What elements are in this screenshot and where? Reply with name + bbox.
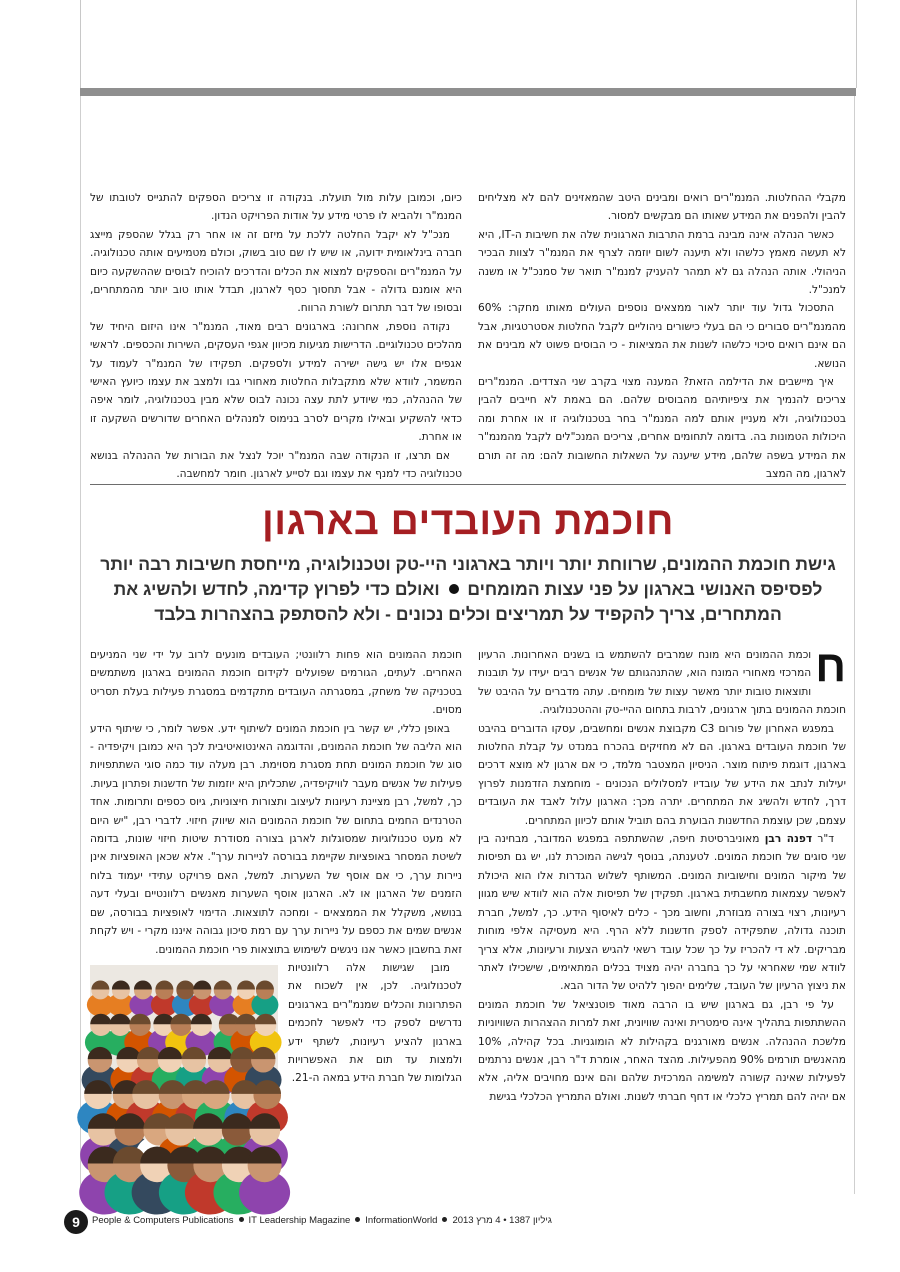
person-name: דפנה רבן: [764, 833, 813, 846]
paragraph: [478, 642, 846, 720]
paragraph: מנכ"ל לא יקבל החלטה ללכת על מיזם זה או אחר רק בגלל שהספק מייצג חברה בינלאומית ידועה, או שיש לו שם טוב בשוק, וכולם מטמיעים אותה טכנולוגיה. על המנמ"רים והספקים למצוא את הכלים והדרכים להוכיח לבוסים שההשקעה כיום היא אומנם גדולה - אבל תחסוך כסף לארגון, תבדל אותו טוב יותר מהמתחרים, ובסופו של דבר תתרום לשורת הרווח.: [90, 228, 462, 315]
paragraph: נקודה נוספת, אחרונה: בארגונים רבים מאוד, המנמ"ר אינו היזום היחיד של מהלכים טכנולוגיים. הדרישות מגיעות מכיוון אגפי העסקים, השירות והכספים. לראשי אגפים אלו יש גישה ישירה למידע ולספקים. תפקידו של המנמ"ר לעמוד על המשמר, לוודא שלא מתקבלות החלטות מאחורי גבו ולמצב את עצמו כיועץ האישי של ההנהלה, כמי שיודע לתת עצה נכונה לבוס שלא מבין בטכנולוגיה, לומר איפה כדאי להשקיע ובאילו מקרים לסרב בנימוס למנהלים האחרים שדורשים השקעה זו או אחרת.: [90, 320, 462, 444]
subhead-line: המתחרים, צריך להקפיד על תמריצים וכלים נכונים - ולא להסתפק בהצהרות בלבד: [154, 604, 782, 624]
header-rule: [80, 88, 856, 96]
section-divider: [90, 484, 846, 485]
page-footer: [64, 1210, 844, 1236]
drop-cap: ח: [815, 642, 846, 691]
crowd-photo: [90, 965, 278, 1179]
subhead-fragment: לפסיפס האנושי בארגון על פני עצות המומחים: [467, 579, 823, 599]
page-number: 9: [64, 1210, 88, 1234]
paragraph: על פי רבן, גם בארגון שיש בו הרבה מאוד פוטנציאל של חוכמת המונים ההשתתפות בתהליך אינה סימטרית ואינה שוויונית, זאת למרות ההצהרות השוויוניות מלשכת ההנהלה. אנשים מאורגנים בקהילות לא הומוגניות. בכל קהילה, 10% מהאנשים תורמים 90% מהפעילות. מהצד האחר, אומרת ד"ר רבן, אנשים נרתמים לפעילות שאינה קשורה למשימה המרכזית שלהם והם אינם מחויבים אליה, אלא אם יהיה להם תמריץ כלכלי או דחף חברתי לשנות. ואולם התמריץ הכלכלי בגישת: [478, 998, 846, 1103]
title-prefix: ד"ר: [817, 833, 834, 846]
footer-credits: [92, 1215, 552, 1226]
bullet-icon: [449, 584, 459, 594]
issue-info: גיליון 1387 • 4 מרץ 2013: [452, 1215, 552, 1226]
upper-right-column: [478, 189, 846, 481]
magazine-name: IT Leadership Magazine: [248, 1215, 351, 1226]
bullet-icon: [442, 1217, 447, 1222]
article-subhead: [100, 552, 836, 627]
top-page-frame: [80, 0, 857, 88]
subhead-line: [100, 577, 836, 602]
paragraph-text: וכמת ההמונים היא מונח שמרבים להשתמש בו בשנים האחרונות. הרעיון המרכזי מאחורי המונח הוא, שהתנהגותם של אנשים רבים יעידו על תובנות ותוצאות טובות יותר מאשר עצות של מומחים. עתה מדברים על ההיבט של חוכמת ההמונים בתוך ארגונים, לרבות בתחום ההיי-טק וההטכנולוגיה.: [478, 649, 846, 717]
paragraph-text: מאוניברסיטת חיפה, שהשתתפה במפגש המדובר, מבחינה בין שני סוגים של חוכמת המונים. לטענתה, בנוסף לגישה המוכרת לנו, יש גם תפיסות של מיקור המונים וחישוביות המונים. המשותף לשלוש הגדרות אלו הוא היכולת לאפשר עצמאות מחשבתית בארגון. תפקידן של תפיסות אלה הוא לוודא שיש מגוון רעיונות, רצוי בצורה מבוזרת, וחשוב מכך - כלים לאיסוף הידע. כך, למשל, חברת תוכנה גדולה, שתפקידה לספק חדשנות ללא הרף. היא מעסיקה אלפי מוחות מבריקים. לא די להכריז על כך שכל עובד רשאי להגיש הצעות ורעיונות, אלא צריך לוודא שמי שאחראי על כך בחברה יהיה מצויד בכלים המתאימים, שישכילו לאתר את ניצוץ הרעיון של העובד, שלימים יהפוך ללהיט של הדור הבא.: [478, 833, 846, 993]
paragraph: כאשר הנהלה אינה מבינה ברמת התרבות הארגונית שלה את חשיבות ה-IT, היא לא תעשה מאמץ כלשהו ולא תיענה לשום יוזמה לצרף את המנמ"ר לצוות הבכיר הניהולי. אותה הנהלה גם לא תמהר להעניק למנמ"ר תואר של סמנכ"ל או משנה למנכ"ל.: [478, 228, 846, 297]
subhead-fragment: ואולם כדי לפרוץ קדימה, לחדש ולהשיג את: [113, 579, 440, 599]
paragraph: איך מיישבים את הדילמה הזאת? המענה מצוי בקרב שני הצדדים. המנמ"רים צריכים להנמיך את ציפיותיהם מהבוסים שלהם. הם באמת לא חייבים להבין בטכנולוגיה, ולא מעניין אותם למה המנמ"ר בחר בטכנולוגיה זו או אחרת ומה היכולות הטמונות בה. בדומה לתחומים אחרים, צריכים המנכ"לים לקבל מהמנמ"ר את המידע בשפה שלהם, מידע שיענה על השאלות החשובות להם: מה זה תורם לארגון, מה המצב: [478, 376, 846, 481]
paragraph: [478, 830, 846, 996]
crowd-illustration: [90, 965, 278, 1179]
bullet-icon: [239, 1217, 244, 1222]
paragraph: התסכול גדול עוד יותר לאור ממצאים נוספים העולים מאותו מחקר: 60% מהמנמ"רים סבורים כי הם בעלי כישורים ניהוליים לקבל החלטות אסטרטגיות, אבל הם אינם רואים סיכוי כלשהו לשנות את המציאות - כי הבוסים פשוט לא מבינים את הנושא.: [478, 302, 846, 370]
lower-left-column: [90, 646, 462, 1170]
subhead-line: גישת חוכמת ההמונים, שרווחת יותר ויותר בארגוני היי-טק וטכנולוגיה, מייחסת חשיבות רבה יותר: [100, 554, 836, 574]
paragraph: חוכמת ההמונים הוא פחות רלוונטי; העובדים מונעים לרוב על ידי שני המניעים האחרים. לעתים, הגורמים שפועלים לקידום חוכמת ההמונים בארגון משתמשים בטכניקה של משחק, במסגרתה העובדים מתקדמים במסגרת פעילות בעלת תסריט מסוים.: [90, 649, 462, 717]
paragraph: במפגש האחרון של פורום C3 מקבוצת אנשים ומחשבים, עסקו הדוברים בהיבט של חוכמת העובדים בארגון. הם לא מחזיקים בהכרח במנדט על קבלת החלטות בארגון, דוגמת פיתוח מוצר. הניסיון המצטבר מלמד, כי אם ארגון לא מוצא דרכים יעילות לנתב את הידע של עובדיו למסלולים הנכונים - מוחמצת הזדמנות לפרוץ דרך, לחדש ולהשיג את המתחרים. יתרה מכך: הארגון עלול לאבד את העובדים עצמם, שכן עוצמת החדשנות הבוערת בהם תוביל אותם לכיוון המתחרים.: [478, 722, 846, 827]
paragraph: כיום, וכמובן עלות מול תועלת. בנקודה זו צריכים הספקים להתגייס לטובתו של המנמ"ר ולהביא לו פרטי מידע על אודות הפרויקט הנדון.: [90, 192, 462, 223]
publisher-name: People & Computers Publications: [92, 1215, 234, 1226]
paragraph: באופן כללי, יש קשר בין חוכמת המונים לשיתוף ידע. אפשר לומר, כי שיתוף הידע הוא הליבה של חוכמת ההמונים, והדוגמה האינטואיטיבית לכך היא כמובן ויקיפדיה - סוג של חוכמת המונים תחת מסגרת מסוימת. רבן מעלה עוד כמה סוגי השתתפויות פעילות של אנשים מעבר לוויקיפדיה, שתכליתן היא יוזמות של חדשנות ופתרון בעיות. כך, למשל, רבן מציינת רעיונות לעיצוב ותצורות חיצוניות, גיוס כספים ותרומות. אחד הטרנדים החמים בתחום של חוכמת ההמונים הוא שיווק חיזוי. לדברי רבן, "יש היום לא מעט טכנולוגיות שמסוגלות לארגן בצורה מסודרת שיטות חיזוי שונות, בדומה לשיטת המסחר באופציות שקיימת בבורסה לניירות ערך". אלא שכאן האופציות אינן ניירות ערך, כי אם אוסף של השערות. למשל, האם פרויקט עתידי יעמוד בלוח הזמנים של הארגון או לא. הארגון אוסף השערות מאנשים רלוונטיים ובעלי דעה בנושא, משקלל את הממצאים - ומחכה לתוצאות. הדימוי לאופציות בבורסה, שם אנשים שמים את כספם על ניירות ערך עם רמת סיכון גבוהה איננו מקרי - ויש לקחת זאת בחשבון כאשר אנו ניגשים לשימוש בתוצאות פרי חוכמת ההמונים.: [90, 722, 462, 956]
paragraph: אם תרצו, זו הנקודה שבה המנמ"ר יוכל לנצל את הבורות של ההנהלה בנושא טכנולוגיה כדי למנף את עצמו וגם לסייע לארגון. חומר למחשבה.: [90, 449, 462, 481]
site-name: InformationWorld: [365, 1215, 438, 1226]
paragraph: מובן שגישות אלה רלוונטיות לטכנולוגיה. לכן, אין לשכוח את הפתרונות והכלים שמנמ"רים בארגונים נדרשים לספק כדי לאפשר לחכמים בארגון להציע רעיונות, לשתף ידע ולמצות עד תום את האפשרויות הגלומות של חברת הידע במאה ה-21.: [288, 961, 462, 1085]
upper-left-column: [90, 189, 462, 481]
bullet-icon: [355, 1217, 360, 1222]
paragraph: מקבלי ההחלטות. המנמ"רים רואים ומבינים היטב שהמאזינים להם לא מצליחים להבין ולהפנים את המידע שאותו הם מבקשים למסור.: [478, 192, 846, 223]
lower-right-column: [478, 642, 846, 1170]
article-headline: חוכמת העובדים בארגון: [262, 500, 674, 543]
